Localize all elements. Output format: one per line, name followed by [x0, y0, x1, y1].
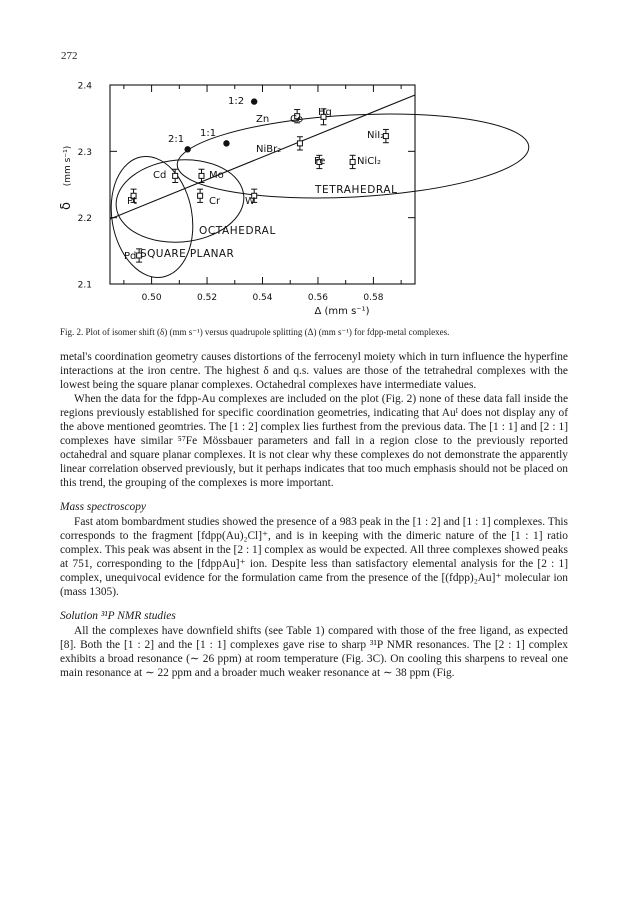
y-tick-label: 2.1: [77, 280, 92, 291]
label-w: W: [245, 196, 255, 207]
label-hg: Hg: [318, 107, 332, 118]
region-label-tetrahedral: TETRAHEDRAL: [315, 184, 398, 196]
body-text: [60, 350, 568, 680]
paragraph-mass-spectroscopy: Fast atom bombardment studies showed the presence of a 983 peak in the [1 : 2] and [1 : 1] complexes. This corresponds to the fragment [fdpp(Au)₂Cl]⁺, and is in keeping with the dimeric nature of the [1 : 1] ratio complex. This peak was absent in the [2 : 1] complex as would be expected. All three complexes showed peaks at 751, corresponding to the [fdppAu]⁺ ion. Despite less than satisfactory elemental analysis for the [2 : 1] complex, unequivocal evidence for the formulation came from the presence of the [(fdpp)₂Au]⁺ molecular ion (mass 1305).: [60, 516, 568, 598]
y-tick-label: 2.4: [77, 81, 92, 92]
label-fe: Fe: [314, 156, 326, 167]
y-axis-symbol: δ: [59, 202, 74, 210]
metal-complex-marker: [350, 155, 356, 168]
point-box: [350, 159, 355, 164]
label-nibr2: NiBr₂: [256, 144, 282, 155]
label-pt: Pt: [127, 196, 137, 207]
y-tick-label: 2.3: [77, 147, 92, 158]
metal-complex-marker: [172, 169, 178, 182]
figure-caption: Fig. 2. Plot of isomer shift (δ) (mm s⁻¹) versus quadrupole splitting (Δ) (mm s⁻¹) for fdpp-metal complexes.: [60, 327, 450, 337]
metal-complex-marker: [297, 137, 303, 150]
point-labels: [124, 96, 398, 262]
paragraph-1: metal's coordination geometry causes distortions of the ferrocenyl moiety which in turn influence the hyperfine interactions at the iron centre. The highest δ and q.s. values are those of the tetrahedral complexes with the lowest being the square planar complexes. Octahedral complexes have intermediate values.: [60, 351, 568, 391]
label-cr: Cr: [209, 196, 221, 207]
y-axis-unit: (mm s⁻¹): [63, 145, 73, 187]
label-mo: Mo: [209, 170, 224, 181]
x-tick-label: 0.56: [307, 293, 328, 303]
paragraph-solution-nmr: All the complexes have downfield shifts (see Table 1) compared with those of the free ligand, as expected [8]. Both the [1 : 2] and the [1 : 1] complexes gave rise to sharp ³¹P NMR resonances. The [2 : 1] complex exhibits a broad resonance (∼ 26 ppm) at room temperature (Fig. 3C). On cooling this sharpens to reveal one main resonance at ∼ 22 ppm and a broader much weaker resonance at ∼ 38 ppm (Fig.: [60, 625, 568, 679]
paragraph-2: When the data for the fdpp-Au complexes are included on the plot (Fig. 2) none of these data fall inside the regions previously established for specific coordination geometries, indicating that Auᴵ does not display any of the above mentioned geomtries. The [1 : 2] complex lies furthest from the previous data. The [1 : 1] and [2 : 1] complexes have similar ⁵⁷Fe Mössbauer parameters and fall in a region close to the previously reported octahedral and square planar complexes. It is not clear why these complexes do not demonstrate the apparently linear correlation observed previously, but it perhaps indicates that too much emphasis should not be placed on this trend, the grouping of the complexes is more important.: [60, 393, 568, 489]
label-nii2: NiI₂: [367, 130, 385, 141]
label-co: Co: [290, 114, 304, 125]
gold-complex-point: [223, 140, 229, 146]
metal-complex-marker: [197, 189, 203, 202]
point-box: [199, 173, 204, 178]
label-pd: Pd: [124, 251, 137, 262]
gold-complex-point: [251, 98, 257, 104]
y-tick-label: 2.2: [77, 214, 92, 225]
heading-solution-nmr: Solution ³¹P NMR studies: [60, 610, 176, 622]
point-box: [297, 141, 302, 146]
label-zn: Zn: [256, 114, 270, 125]
label-gold-1-1: 1:1: [200, 128, 217, 139]
point-box: [198, 193, 203, 198]
x-axis-label: Δ (mm s⁻¹): [314, 306, 370, 317]
y-axis-label: [59, 146, 74, 210]
gold-complex-point: [184, 146, 190, 152]
heading-mass-spectroscopy: Mass spectroscopy: [60, 501, 146, 513]
page-number: 272: [61, 50, 78, 62]
region-label-square-planar: SQUARE PLANAR: [140, 248, 235, 260]
label-gold-1-2: 1:2: [228, 96, 245, 107]
x-tick-label: 0.54: [252, 293, 273, 303]
x-tick-label: 0.50: [141, 293, 162, 303]
region-label-octahedral: OCTAHEDRAL: [199, 225, 276, 237]
label-gold-2-1: 2:1: [168, 134, 185, 145]
square-planar-region: [102, 150, 202, 284]
label-cd: Cd: [153, 170, 167, 181]
x-tick-label: 0.58: [363, 293, 384, 303]
label-nicl2: NiCl₂: [357, 156, 382, 167]
isomer-shift-plot: [0, 0, 624, 330]
x-tick-label: 0.52: [197, 293, 218, 303]
point-box: [173, 173, 178, 178]
